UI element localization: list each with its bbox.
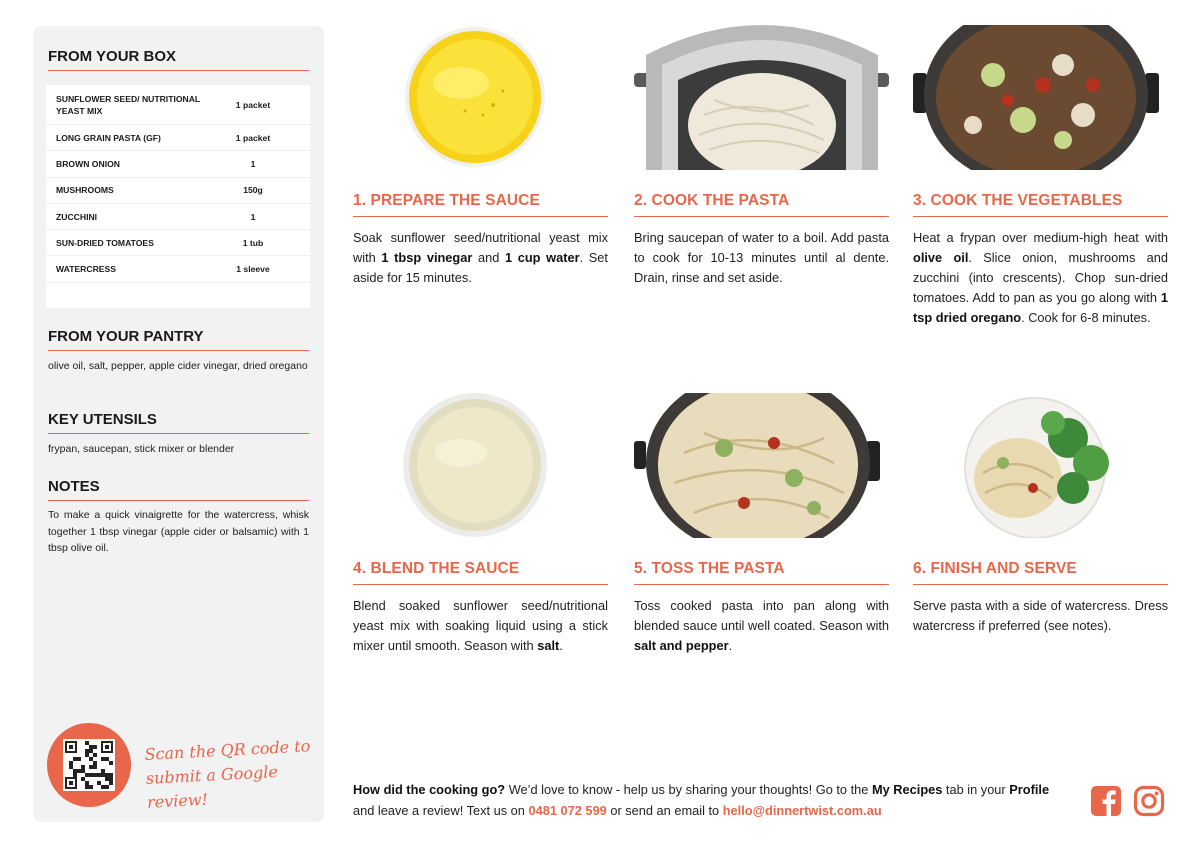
bold-text: My Recipes — [871, 782, 943, 797]
ingredient-qty: 1 tub — [242, 237, 264, 248]
pasta-pot-photo — [634, 25, 889, 170]
qr-module — [73, 773, 77, 777]
step-text — [634, 596, 889, 656]
ingredient-name: MUSHROOMS — [56, 185, 114, 196]
qr-module — [109, 761, 113, 765]
qr-module — [77, 757, 81, 761]
ingredient-qty: 1 — [250, 158, 256, 169]
qr-code[interactable] — [63, 739, 115, 791]
bold-text: salt and pepper — [634, 638, 729, 653]
text-segment: . Cook for 6-8 minutes. — [1021, 310, 1151, 325]
feedback-footer — [353, 779, 1073, 821]
bold-text: Profile — [1009, 782, 1050, 797]
ingredient-row — [46, 125, 310, 151]
ingredient-qty: 1 packet — [235, 132, 271, 143]
vegetable-pan-photo — [913, 25, 1168, 170]
qr-module — [93, 753, 97, 757]
qr-finder — [101, 741, 113, 753]
ingredient-row — [46, 151, 310, 177]
utensils-title: KEY UTENSILS — [48, 411, 309, 434]
ingredient-row — [46, 178, 310, 204]
bold-text: 1 tsp dried oregano — [913, 290, 1168, 325]
step-title: 2. COOK THE PASTA — [634, 192, 889, 217]
qr-caption-line: submit a Google review! — [145, 762, 279, 812]
instagram-icon[interactable] — [1133, 785, 1165, 817]
step-title: 5. TOSS THE PASTA — [634, 560, 889, 585]
text-segment: . Set aside for 15 minutes. — [353, 250, 608, 285]
notes-text: To make a quick vinaigrette for the watercress, whisk together 1 tbsp vinegar (apple cider or balsamic) with 1 tbsp olive oil. — [48, 509, 309, 554]
contact-link[interactable]: 0481 072 599 — [528, 803, 607, 818]
bold-text: How did the cooking go? — [353, 782, 506, 797]
step-text — [634, 228, 889, 288]
text-segment: . Slice onion, mushrooms and zucchini (into crescents). Chop sun-dried tomatoes. Add to pan as you go along with — [913, 250, 1168, 305]
pantry-title: FROM YOUR PANTRY — [48, 328, 309, 351]
qr-code-badge — [47, 723, 131, 807]
step-title: 6. FINISH AND SERVE — [913, 560, 1168, 585]
text-segment: tab in your — [942, 782, 1010, 797]
bold-text: olive oil — [913, 250, 969, 265]
notes-title: NOTES — [48, 478, 309, 501]
ingredient-name: SUNFLOWER SEED/ NUTRITIONAL YEAST MIX — [56, 93, 201, 116]
text-segment: Blend soaked sunflower seed/nutritional yeast mix with soaking liquid using a stick mixer until smooth. Season with — [353, 598, 608, 653]
qr-finder — [65, 741, 77, 753]
ingredient-row — [46, 204, 310, 230]
text-segment: Bring saucepan of water to a boil. Add pasta to cook for 10-13 minutes until al dente. Drain, rinse and set aside. — [634, 230, 889, 285]
text-segment: Serve pasta with a side of watercress. Dress watercress if preferred (see notes). — [913, 598, 1168, 633]
ingredient-name: ZUCCHINI — [56, 211, 98, 222]
contact-link[interactable]: hello@dinnertwist.com.au — [722, 803, 882, 818]
text-segment: . — [728, 638, 733, 653]
text-segment: We’d love to know - help us by sharing your thoughts! Go to the — [505, 782, 872, 797]
ingredient-qty: 1 — [250, 211, 256, 222]
ingredient-row — [46, 256, 310, 282]
qr-caption-line: Scan the QR code to — [144, 736, 311, 764]
bold-text: 1 tbsp vinegar — [381, 250, 473, 265]
qr-module — [109, 781, 113, 785]
ingredients-table — [46, 85, 310, 308]
ingredient-qty: 150g — [243, 185, 263, 196]
bold-text: salt — [537, 638, 560, 653]
pantry-text: olive oil, salt, pepper, apple cider vinegar, dried oregano — [48, 360, 308, 372]
utensils-text: frypan, saucepan, stick mixer or blender — [48, 443, 235, 455]
bold-text: 1 cup water — [504, 250, 580, 265]
step-title: 1. PREPARE THE SAUCE — [353, 192, 608, 217]
step-title: 4. BLEND THE SAUCE — [353, 560, 608, 585]
text-segment: and leave a review! Text us on — [353, 803, 529, 818]
from-your-box-title: FROM YOUR BOX — [48, 48, 309, 71]
ingredient-row — [46, 85, 310, 125]
text-segment: or send an email to — [606, 803, 723, 818]
qr-caption — [144, 734, 318, 815]
blended-sauce-photo — [353, 393, 608, 538]
tossed-pasta-photo — [634, 393, 889, 538]
text-segment: Heat a frypan over medium-high heat with — [913, 230, 1168, 245]
qr-module — [93, 745, 97, 749]
text-segment: Soak sunflower seed/nutritional yeast mix with — [353, 230, 608, 265]
plated-pasta-photo — [913, 393, 1168, 538]
ingredient-qty: 1 packet — [235, 99, 271, 110]
ingredient-name: WATERCRESS — [56, 264, 117, 275]
ingredient-name: BROWN ONION — [56, 158, 120, 169]
ingredient-name: SUN-DRIED TOMATOES — [56, 237, 154, 248]
step-text — [913, 228, 1168, 328]
sauce-bowl-photo — [353, 25, 608, 170]
ingredient-name: LONG GRAIN PASTA (GF) — [56, 132, 161, 143]
step-text — [913, 596, 1168, 636]
ingredient-qty: 1 sleeve — [236, 264, 270, 275]
text-segment: Toss cooked pasta into pan along with blended sauce until well coated. Season with — [634, 598, 889, 633]
step-text — [353, 228, 608, 288]
sidebar — [33, 26, 324, 822]
qr-module — [93, 765, 97, 769]
qr-module — [105, 785, 109, 789]
step-title: 3. COOK THE VEGETABLES — [913, 192, 1168, 217]
qr-module — [89, 785, 93, 789]
text-segment: . — [559, 638, 563, 653]
step-text — [353, 596, 608, 656]
facebook-icon[interactable] — [1090, 785, 1122, 817]
qr-finder — [65, 777, 77, 789]
text-segment: and — [472, 250, 505, 265]
ingredient-row — [46, 230, 310, 256]
